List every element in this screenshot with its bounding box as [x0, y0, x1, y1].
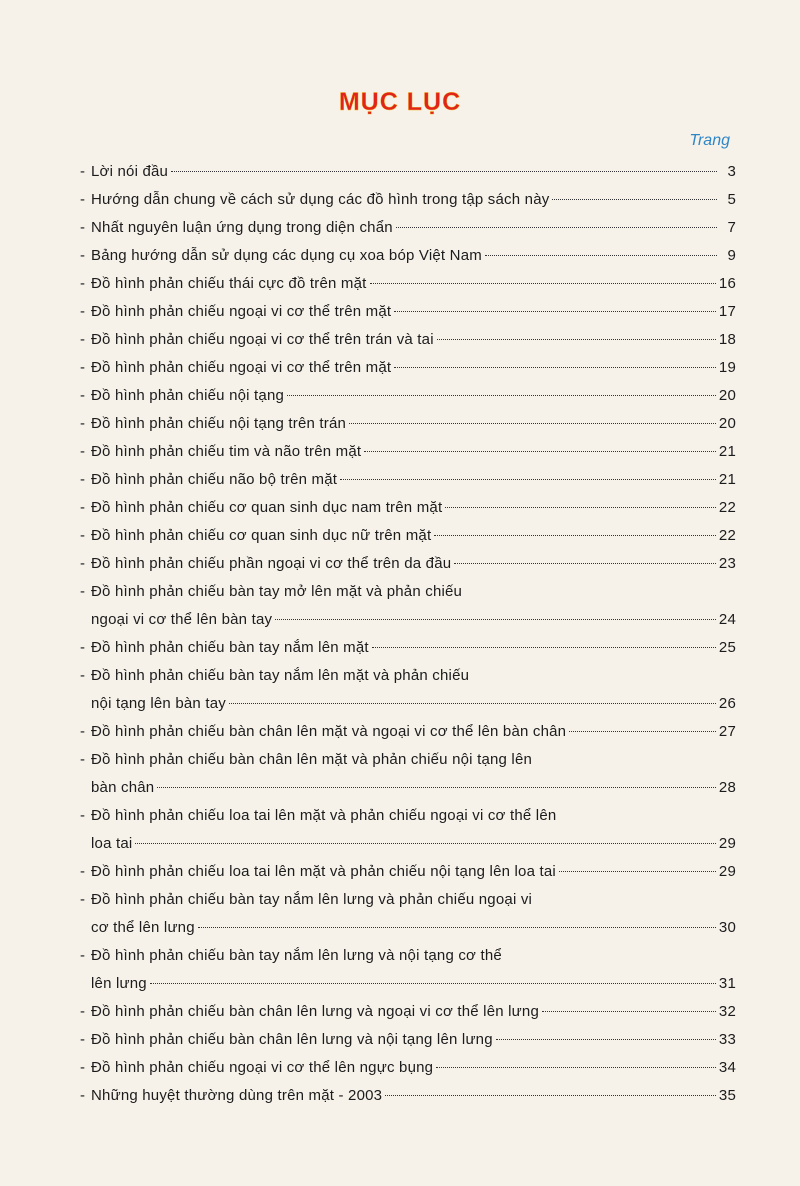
toc-entry-title: Đồ hình phản chiếu bàn chân lên mặt và ngoại vi cơ thể lên bàn chân: [91, 723, 567, 740]
toc-entry-line: [80, 438, 736, 466]
toc-entry: [80, 354, 736, 382]
bullet-dash: -: [80, 1003, 86, 1020]
toc-entry: [80, 886, 736, 942]
toc-entry: [80, 466, 736, 494]
bullet-dash: -: [80, 1059, 86, 1076]
bullet-dash: -: [80, 527, 86, 544]
toc-entry-line: [80, 242, 736, 270]
toc-entry-title: nội tạng lên bàn tay: [91, 695, 226, 712]
toc-entry-title: Đồ hình phản chiếu nội tạng: [91, 387, 285, 404]
toc-page-number: 34: [718, 1059, 736, 1076]
toc-entry-title: cơ thể lên lưng: [91, 919, 195, 936]
toc-entry: [80, 746, 736, 802]
toc-entry: [80, 214, 736, 242]
dot-leader: [287, 395, 716, 396]
toc-entry-title: Đồ hình phản chiếu bàn chân lên lưng và ngoại vi cơ thể lên lưng: [91, 1003, 540, 1020]
table-of-contents: [80, 158, 736, 1110]
toc-page-number: 27: [718, 723, 736, 740]
toc-page-number: 5: [727, 191, 736, 208]
toc-entry-title: Đồ hình phản chiếu não bộ trên mặt: [91, 471, 338, 488]
toc-page-number: 30: [718, 919, 736, 936]
bullet-dash: -: [80, 667, 86, 684]
dot-leader: [434, 535, 716, 536]
bullet-dash: -: [80, 863, 86, 880]
toc-entry-title: Đồ hình phản chiếu bàn tay nắm lên lưng và nội tạng cơ thể: [91, 947, 502, 964]
toc-page-number: 23: [718, 555, 736, 572]
toc-entry-title: lên lưng: [91, 975, 147, 992]
toc-entry-line: [80, 186, 736, 214]
toc-page-number: 3: [727, 163, 736, 180]
toc-entry-title: Đồ hình phản chiếu phần ngoại vi cơ thể trên da đầu: [91, 555, 452, 572]
dot-leader: [542, 1011, 716, 1012]
toc-page-number: 18: [718, 331, 736, 348]
toc-entry: [80, 382, 736, 410]
dot-leader: [437, 339, 716, 340]
bullet-dash: -: [80, 807, 86, 824]
toc-entry-title: Đồ hình phản chiếu bàn tay nắm lên mặt và phản chiếu: [91, 667, 470, 684]
toc-entry-title: Đồ hình phản chiếu loa tai lên mặt và phản chiếu nội tạng lên loa tai: [91, 863, 556, 880]
dot-leader: [394, 311, 716, 312]
toc-entry: [80, 718, 736, 746]
toc-entry-line: [80, 382, 736, 410]
toc-entry-continuation: [80, 774, 736, 802]
dot-leader: [496, 1039, 716, 1040]
toc-page-number: 32: [718, 1003, 736, 1020]
toc-entry-continuation: [80, 914, 736, 942]
bullet-dash: -: [80, 1031, 86, 1048]
toc-page-number: 24: [718, 611, 736, 628]
bullet-dash: -: [80, 891, 86, 908]
toc-page-number: 29: [718, 835, 736, 852]
toc-entry: [80, 1054, 736, 1082]
toc-entry: [80, 1082, 736, 1110]
dot-leader: [436, 1067, 716, 1068]
toc-entry: [80, 298, 736, 326]
bullet-dash: -: [80, 639, 86, 656]
toc-entry-continuation: [80, 970, 736, 998]
dot-leader: [569, 731, 716, 732]
toc-page-number: 21: [718, 471, 736, 488]
toc-entry-title: Lời nói đầu: [91, 163, 169, 180]
toc-entry-line: [80, 270, 736, 298]
toc-entry-line: [80, 718, 736, 746]
toc-entry-title: loa tai: [91, 835, 133, 852]
bullet-dash: -: [80, 499, 86, 516]
toc-entry: [80, 1026, 736, 1054]
toc-entry-title: Đồ hình phản chiếu ngoại vi cơ thể lên ngực bụng: [91, 1059, 434, 1076]
toc-entry-title: Đồ hình phản chiếu thái cực đồ trên mặt: [91, 275, 367, 292]
toc-entry: [80, 326, 736, 354]
toc-page-number: 20: [718, 415, 736, 432]
toc-entry: [80, 410, 736, 438]
toc-entry-continuation: [80, 606, 736, 634]
dot-leader: [364, 451, 716, 452]
page-column-label: Trang: [689, 132, 730, 149]
toc-entry-line: [80, 214, 736, 242]
bullet-dash: -: [80, 359, 86, 376]
dot-leader: [349, 423, 716, 424]
toc-page-number: 31: [718, 975, 736, 992]
bullet-dash: -: [80, 387, 86, 404]
toc-page-number: 20: [718, 387, 736, 404]
toc-page-number: 22: [718, 499, 736, 516]
toc-page-number: 29: [718, 863, 736, 880]
toc-entry-line: [80, 494, 736, 522]
dot-leader: [198, 927, 716, 928]
toc-entry-title: Đồ hình phản chiếu cơ quan sinh dục nam trên mặt: [91, 499, 443, 516]
toc-entry-line: [80, 354, 736, 382]
toc-entry-title: ngoại vi cơ thể lên bàn tay: [91, 611, 273, 628]
toc-entry-continuation: [80, 690, 736, 718]
toc-entry-line: [80, 578, 736, 606]
toc-entry-title: Bảng hướng dẫn sử dụng các dụng cụ xoa bóp Việt Nam: [91, 247, 482, 264]
toc-page-number: 33: [718, 1031, 736, 1048]
toc-entry-line: [80, 466, 736, 494]
bullet-dash: -: [80, 751, 86, 768]
toc-page-number: 9: [727, 247, 736, 264]
dot-leader: [171, 171, 717, 172]
dot-leader: [454, 563, 716, 564]
toc-page-number: 35: [718, 1087, 736, 1104]
toc-entry-title: Đồ hình phản chiếu bàn tay nắm lên lưng và phản chiếu ngoại vi: [91, 891, 533, 908]
toc-entry-title: Đồ hình phản chiếu ngoại vi cơ thể trên mặt: [91, 303, 392, 320]
toc-entry-line: [80, 662, 736, 690]
toc-entry-line: [80, 1054, 736, 1082]
dot-leader: [396, 227, 717, 228]
toc-entry-title: Hướng dẫn chung về cách sử dụng các đồ hình trong tập sách này: [91, 191, 550, 208]
toc-entry-line: [80, 522, 736, 550]
toc-entry-title: Nhất nguyên luận ứng dụng trong diện chẩn: [91, 219, 393, 236]
toc-entry-line: [80, 634, 736, 662]
toc-page-number: 26: [718, 695, 736, 712]
dot-leader: [485, 255, 717, 256]
toc-entry: [80, 578, 736, 634]
toc-page-number: 17: [718, 303, 736, 320]
toc-page-number: 21: [718, 443, 736, 460]
toc-entry: [80, 998, 736, 1026]
toc-entry-line: [80, 550, 736, 578]
toc-entry-title: Đồ hình phản chiếu loa tai lên mặt và phản chiếu ngoại vi cơ thể lên: [91, 807, 557, 824]
toc-entry: [80, 158, 736, 186]
dot-leader: [340, 479, 716, 480]
bullet-dash: -: [80, 555, 86, 572]
toc-entry-line: [80, 858, 736, 886]
toc-entry-title: Đồ hình phản chiếu bàn tay nắm lên mặt: [91, 639, 369, 656]
toc-entry-line: [80, 298, 736, 326]
toc-entry-title: Những huyệt thường dùng trên mặt - 2003: [91, 1087, 383, 1104]
toc-entry: [80, 186, 736, 214]
toc-entry: [80, 634, 736, 662]
bullet-dash: -: [80, 331, 86, 348]
bullet-dash: -: [80, 219, 86, 236]
bullet-dash: -: [80, 1087, 86, 1104]
toc-page-number: 28: [718, 779, 736, 796]
toc-entry-title: Đồ hình phản chiếu bàn chân lên lưng và nội tạng lên lưng: [91, 1031, 493, 1048]
toc-entry-line: [80, 1026, 736, 1054]
bullet-dash: -: [80, 947, 86, 964]
toc-entry-title: Đồ hình phản chiếu nội tạng trên trán: [91, 415, 347, 432]
toc-entry: [80, 494, 736, 522]
dot-leader: [229, 703, 716, 704]
bullet-dash: -: [80, 583, 86, 600]
bullet-dash: -: [80, 275, 86, 292]
dot-leader: [372, 647, 716, 648]
toc-entry: [80, 522, 736, 550]
dot-leader: [394, 367, 716, 368]
toc-entry-line: [80, 158, 736, 186]
toc-page-number: 16: [718, 275, 736, 292]
toc-entry-title: Đồ hình phản chiếu ngoại vi cơ thể trên trán và tai: [91, 331, 434, 348]
dot-leader: [150, 983, 716, 984]
toc-entry-line: [80, 410, 736, 438]
bullet-dash: -: [80, 443, 86, 460]
dot-leader: [552, 199, 717, 200]
toc-entry-title: Đồ hình phản chiếu bàn chân lên mặt và phản chiếu nội tạng lên: [91, 751, 533, 768]
dot-leader: [275, 619, 716, 620]
dot-leader: [445, 507, 716, 508]
toc-page-number: 25: [718, 639, 736, 656]
bullet-dash: -: [80, 471, 86, 488]
dot-leader: [385, 1095, 716, 1096]
toc-entry: [80, 858, 736, 886]
toc-entry-line: [80, 326, 736, 354]
toc-entry: [80, 802, 736, 858]
toc-entry: [80, 550, 736, 578]
dot-leader: [157, 787, 716, 788]
toc-entry-title: Đồ hình phản chiếu ngoại vi cơ thể trên mặt: [91, 359, 392, 376]
toc-entry-line: [80, 746, 736, 774]
toc-entry-continuation: [80, 830, 736, 858]
toc-page-number: 19: [718, 359, 736, 376]
toc-entry: [80, 662, 736, 718]
toc-entry: [80, 942, 736, 998]
dot-leader: [370, 283, 716, 284]
toc-entry-line: [80, 886, 736, 914]
toc-entry-line: [80, 802, 736, 830]
toc-entry: [80, 270, 736, 298]
toc-entry-title: Đồ hình phản chiếu cơ quan sinh dục nữ trên mặt: [91, 527, 432, 544]
toc-entry: [80, 438, 736, 466]
toc-entry-line: [80, 1082, 736, 1110]
bullet-dash: -: [80, 247, 86, 264]
bullet-dash: -: [80, 723, 86, 740]
bullet-dash: -: [80, 415, 86, 432]
bullet-dash: -: [80, 303, 86, 320]
toc-entry-title: Đồ hình phản chiếu bàn tay mở lên mặt và phản chiếu: [91, 583, 463, 600]
toc-entry-title: Đồ hình phản chiếu tim và não trên mặt: [91, 443, 362, 460]
toc-entry-line: [80, 942, 736, 970]
dot-leader: [559, 871, 716, 872]
toc-entry-title: bàn chân: [91, 779, 155, 796]
dot-leader: [135, 843, 715, 844]
bullet-dash: -: [80, 191, 86, 208]
page-title: MỤC LỤC: [338, 88, 462, 116]
bullet-dash: -: [80, 163, 86, 180]
toc-page-number: 22: [718, 527, 736, 544]
toc-entry-line: [80, 998, 736, 1026]
toc-entry: [80, 242, 736, 270]
toc-page-number: 7: [727, 219, 736, 236]
